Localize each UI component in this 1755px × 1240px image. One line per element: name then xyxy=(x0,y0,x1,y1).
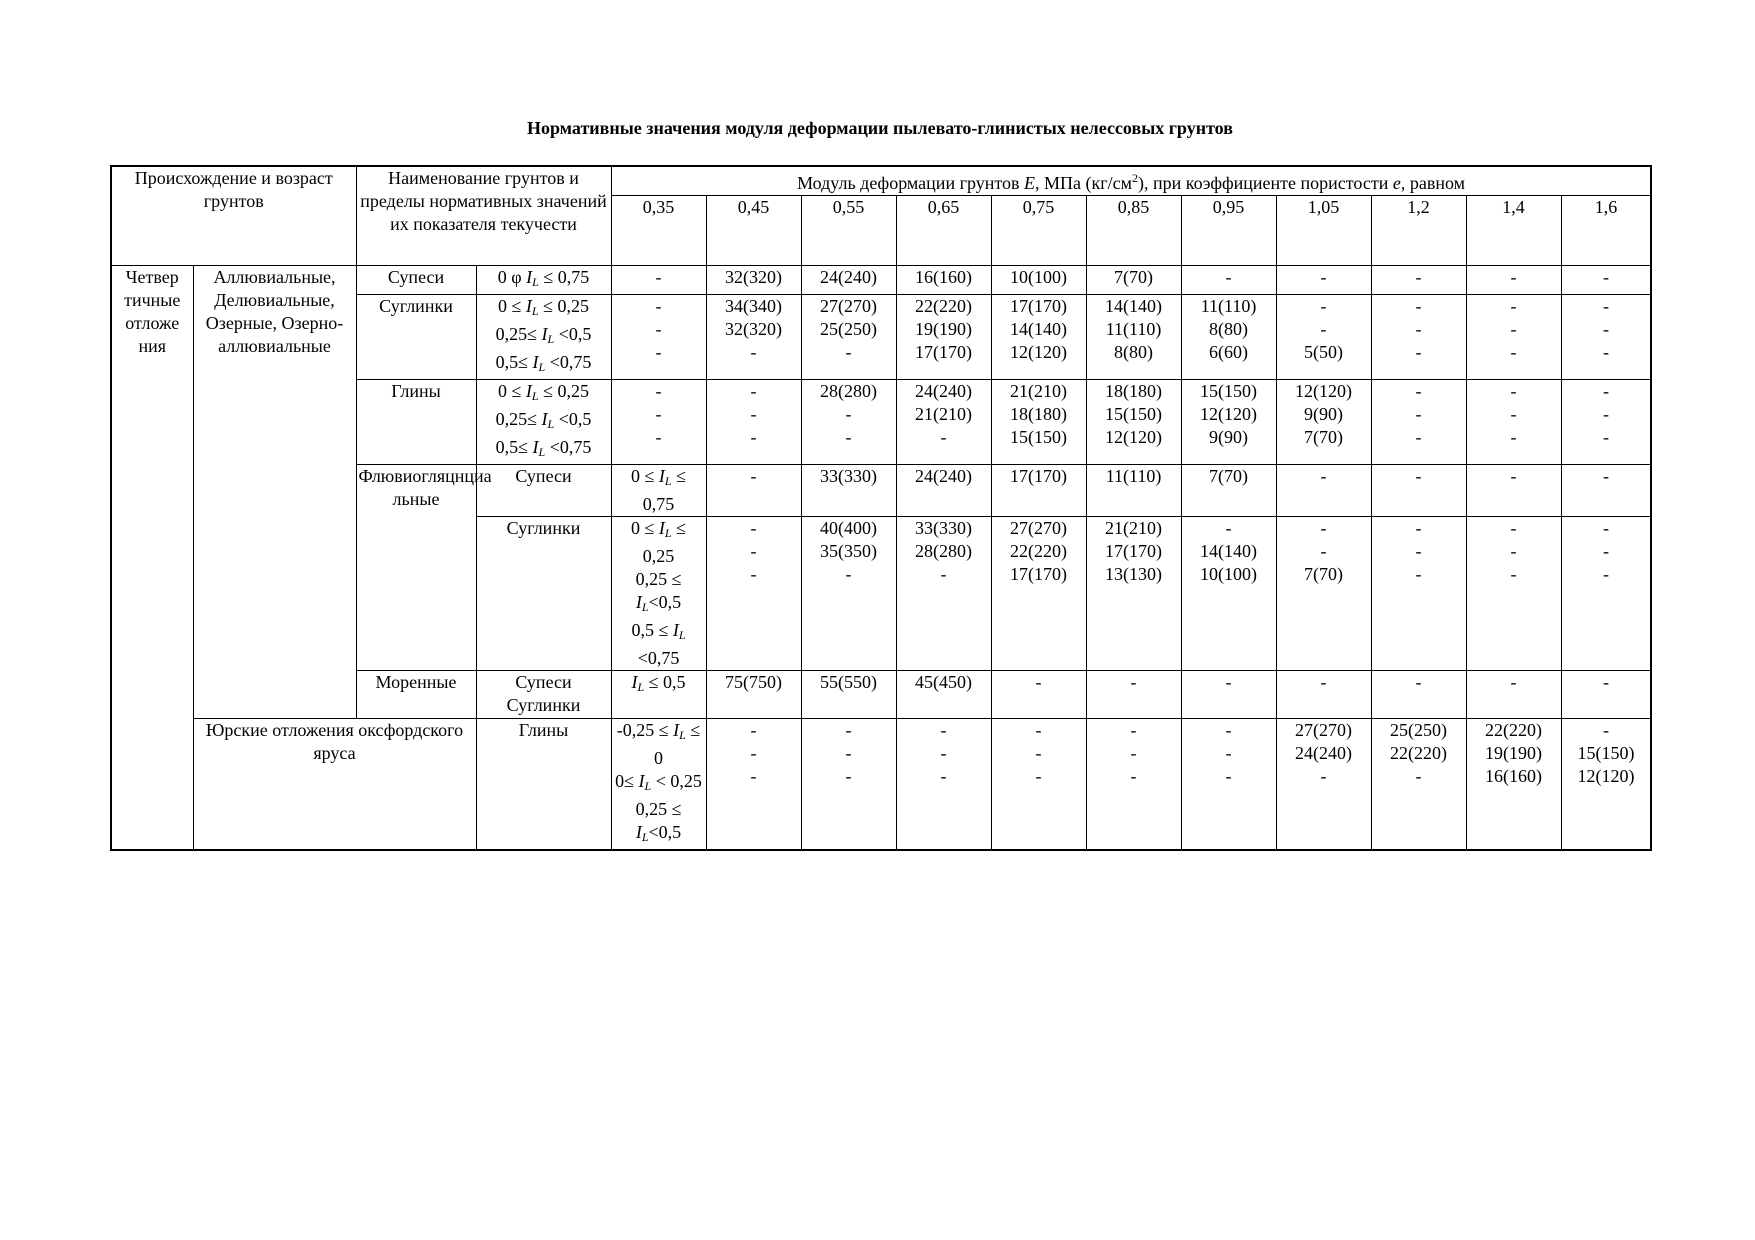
value-line: - xyxy=(1415,381,1422,401)
modulus-value xyxy=(1086,266,1181,295)
modulus-value xyxy=(801,465,896,517)
modulus-value xyxy=(991,719,1086,851)
value-line: 27(270) xyxy=(1295,720,1353,740)
modulus-value xyxy=(1181,719,1276,851)
modulus-value xyxy=(896,719,991,851)
value-line: - xyxy=(1320,541,1327,561)
value-line: - xyxy=(1130,743,1137,763)
modulus-value xyxy=(1561,295,1651,380)
value-line: - xyxy=(940,720,947,740)
modulus-suffix: , равном xyxy=(1400,173,1466,193)
value-line: - xyxy=(1603,296,1610,316)
condition-line: $0,5 \le I_L <0,75$ xyxy=(631,620,686,668)
modulus-prefix: Модуль деформации грунтов xyxy=(797,173,1024,193)
value-line: - xyxy=(1225,720,1232,740)
value-line: 25(250) xyxy=(1390,720,1448,740)
value-line: - xyxy=(845,720,852,740)
value-line: 16(160) xyxy=(1485,766,1543,786)
modulus-value xyxy=(991,380,1086,465)
modulus-value xyxy=(1561,266,1651,295)
value-line: - xyxy=(1320,267,1327,287)
value-line: 7(70) xyxy=(1304,564,1344,584)
value-line: - xyxy=(1320,672,1327,692)
value-line: - xyxy=(1130,672,1137,692)
modulus-value xyxy=(896,266,991,295)
value-line: 19(190) xyxy=(915,319,973,339)
value-line: - xyxy=(750,404,757,424)
value-line: 34(340) xyxy=(725,296,783,316)
modulus-value xyxy=(1561,465,1651,517)
value-line: 5(50) xyxy=(1304,342,1344,362)
value-line: 17(170) xyxy=(1010,296,1068,316)
modulus-value xyxy=(1086,719,1181,851)
value-line: 27(270) xyxy=(1010,518,1068,538)
header-origin: Происхождение и возраст грунтов xyxy=(111,166,356,266)
value-line: 11(110) xyxy=(1105,319,1162,339)
group-alluvial: Аллювиальные, Делювиальные, Озерные, Озерно-аллювиальные xyxy=(193,266,356,719)
value-line: 17(170) xyxy=(915,342,973,362)
modulus-value xyxy=(991,266,1086,295)
condition-line: $0\le I_L < 0,25$ xyxy=(615,771,702,793)
value-line: 33(330) xyxy=(820,466,878,486)
modulus-sup: 2 xyxy=(1131,171,1138,185)
value-line: - xyxy=(1510,564,1517,584)
value-line: 10(100) xyxy=(1200,564,1258,584)
value-line: 40(400) xyxy=(820,518,878,538)
modulus-value xyxy=(1086,465,1181,517)
value-line: - xyxy=(1415,518,1422,538)
porosity-header: 0,75 xyxy=(991,196,1086,266)
porosity-header: 1,6 xyxy=(1561,196,1651,266)
value-line: 17(170) xyxy=(1105,541,1163,561)
modulus-value xyxy=(991,295,1086,380)
value-line: - xyxy=(1320,466,1327,486)
value-line: - xyxy=(1510,541,1517,561)
liquidity-condition xyxy=(611,719,706,851)
value-line: - xyxy=(1320,319,1327,339)
value-line: - xyxy=(1510,342,1517,362)
value-line: - xyxy=(1603,541,1610,561)
value-line: 12(120) xyxy=(1105,427,1163,447)
value-line: - xyxy=(940,766,947,786)
modulus-value xyxy=(1181,465,1276,517)
modulus-value xyxy=(896,465,991,517)
modulus-value xyxy=(1466,671,1561,719)
value-line: 75(750) xyxy=(725,672,783,692)
value-line: - xyxy=(1415,427,1422,447)
value-line: 12(120) xyxy=(1010,342,1068,362)
porosity-header: 0,95 xyxy=(1181,196,1276,266)
value-line: - xyxy=(1130,766,1137,786)
value-line: 17(170) xyxy=(1010,466,1068,486)
value-line: - xyxy=(1510,466,1517,486)
modulus-units: , МПа (кг/см xyxy=(1034,173,1132,193)
value-line: 12(120) xyxy=(1200,404,1258,424)
value-line: - xyxy=(1415,672,1422,692)
value-line: - xyxy=(750,342,757,362)
value-line: 9(90) xyxy=(1209,427,1249,447)
soil-supesi: Супеси xyxy=(476,465,611,517)
value-line: - xyxy=(1510,267,1517,287)
value-line: - xyxy=(655,381,662,401)
value-line: - xyxy=(1510,296,1517,316)
modulus-value xyxy=(1181,671,1276,719)
modulus-value xyxy=(1276,266,1371,295)
value-line: 7(70) xyxy=(1304,427,1344,447)
condition-line: $I_L \le 0,5$ xyxy=(631,672,686,694)
modulus-value xyxy=(1371,719,1466,851)
value-line: 28(280) xyxy=(820,381,878,401)
group-jurassic: Юрские отложения оксфордского яруса xyxy=(193,719,476,851)
value-line: 14(140) xyxy=(1010,319,1068,339)
value-line: - xyxy=(750,720,757,740)
porosity-header: 0,55 xyxy=(801,196,896,266)
value-line: - xyxy=(1603,720,1610,740)
value-line: - xyxy=(1130,720,1137,740)
value-line: - xyxy=(655,319,662,339)
modulus-value xyxy=(706,719,801,851)
value-line: 21(210) xyxy=(1010,381,1068,401)
modulus-value xyxy=(1181,266,1276,295)
modulus-value xyxy=(706,671,801,719)
porosity-header: 1,4 xyxy=(1466,196,1561,266)
modulus-value xyxy=(1561,517,1651,671)
value-line: 18(180) xyxy=(1105,381,1163,401)
value-line: - xyxy=(1603,466,1610,486)
modulus-value xyxy=(1371,295,1466,380)
modulus-symbol: E xyxy=(1023,173,1035,193)
soil-gliny: Глины xyxy=(356,380,476,465)
modulus-value xyxy=(706,266,801,295)
value-line: - xyxy=(1415,766,1422,786)
value-line: 32(320) xyxy=(725,319,783,339)
value-line: - xyxy=(845,743,852,763)
value-line: - xyxy=(1415,564,1422,584)
value-line: - xyxy=(750,427,757,447)
group-fluvio: Флювиогляцнциа льные xyxy=(356,465,476,671)
value-line: - xyxy=(1225,518,1232,538)
value-line: 14(140) xyxy=(1105,296,1163,316)
value-line: - xyxy=(1510,404,1517,424)
modulus-value xyxy=(1086,671,1181,719)
value-line: - xyxy=(1415,267,1422,287)
value-line: - xyxy=(1225,267,1232,287)
liquidity-condition xyxy=(611,671,706,719)
value-line: - xyxy=(845,404,852,424)
value-line: - xyxy=(1320,766,1327,786)
soil-suglinki: Суглинки xyxy=(476,517,611,671)
modulus-value xyxy=(1086,517,1181,671)
modulus-value xyxy=(1181,380,1276,465)
condition-line: $0,5\le I_L <0,75$ xyxy=(495,352,592,374)
value-line: - xyxy=(750,381,757,401)
value-line: - xyxy=(1415,404,1422,424)
modulus-value xyxy=(1276,295,1371,380)
value-line: 15(150) xyxy=(1577,743,1635,763)
value-line: 7(70) xyxy=(1209,466,1249,486)
modulus-value xyxy=(1371,671,1466,719)
porosity-header: 1,2 xyxy=(1371,196,1466,266)
value-line: - xyxy=(750,466,757,486)
value-line: 35(350) xyxy=(820,541,878,561)
value-line: - xyxy=(655,267,662,287)
modulus-value xyxy=(896,380,991,465)
condition-line: 0 φ $I_L \le 0,75$ xyxy=(497,267,590,289)
porosity-header: 1,05 xyxy=(1276,196,1371,266)
modulus-value xyxy=(896,671,991,719)
value-line: 6(60) xyxy=(1209,342,1249,362)
modulus-value xyxy=(611,380,706,465)
condition-line: $0 \le I_L \le 0,75$ xyxy=(631,466,686,514)
condition-line: $0,25\le I_L <0,5$ xyxy=(495,324,592,346)
value-line: - xyxy=(655,342,662,362)
condition-line: $0,25 \le I_L<0,5$ xyxy=(635,569,682,614)
value-line: - xyxy=(1415,466,1422,486)
condition-line: $0,25 \le I_L<0,5$ xyxy=(635,799,682,844)
value-line: 15(150) xyxy=(1105,404,1163,424)
value-line: - xyxy=(1415,319,1422,339)
value-line: 22(220) xyxy=(1010,541,1068,561)
value-line: 21(210) xyxy=(915,404,973,424)
liquidity-condition xyxy=(611,517,706,671)
modulus-value xyxy=(1086,380,1181,465)
value-line: - xyxy=(1225,672,1232,692)
modulus-table xyxy=(110,165,1652,851)
modulus-value xyxy=(801,295,896,380)
modulus-value xyxy=(1466,719,1561,851)
value-line: - xyxy=(845,342,852,362)
liquidity-condition xyxy=(476,295,611,380)
porosity-header: 0,45 xyxy=(706,196,801,266)
value-line: 18(180) xyxy=(1010,404,1068,424)
modulus-value xyxy=(1086,295,1181,380)
value-line: 22(220) xyxy=(915,296,973,316)
value-line: - xyxy=(1603,427,1610,447)
porosity-header: 0,85 xyxy=(1086,196,1181,266)
value-line: 21(210) xyxy=(1105,518,1163,538)
value-line: - xyxy=(940,427,947,447)
value-line: 32(320) xyxy=(725,267,783,287)
modulus-value xyxy=(1181,517,1276,671)
condition-line: $0,5\le I_L <0,75$ xyxy=(495,437,592,459)
page-title: Нормативные значения модуля деформации пылевато-глинистых нелессовых грунтов xyxy=(527,118,1233,138)
soil-gliny: Глины xyxy=(476,719,611,851)
modulus-value xyxy=(1371,517,1466,671)
modulus-value xyxy=(896,517,991,671)
value-line: - xyxy=(1510,381,1517,401)
modulus-value xyxy=(1466,295,1561,380)
value-line: 15(150) xyxy=(1200,381,1258,401)
modulus-value xyxy=(1466,465,1561,517)
value-line: 8(80) xyxy=(1114,342,1154,362)
modulus-value xyxy=(1561,380,1651,465)
value-line: - xyxy=(940,564,947,584)
modulus-value xyxy=(1276,719,1371,851)
modulus-value xyxy=(1181,295,1276,380)
value-line: 22(220) xyxy=(1485,720,1543,740)
modulus-value xyxy=(991,671,1086,719)
value-line: - xyxy=(940,743,947,763)
modulus-value xyxy=(896,295,991,380)
modulus-value xyxy=(611,295,706,380)
value-line: - xyxy=(1510,672,1517,692)
value-line: 11(110) xyxy=(1105,466,1162,486)
value-line: - xyxy=(1415,296,1422,316)
value-line: 12(120) xyxy=(1577,766,1635,786)
modulus-value xyxy=(611,266,706,295)
modulus-value xyxy=(1466,380,1561,465)
porosity-symbol: e xyxy=(1392,173,1401,193)
modulus-value xyxy=(1371,380,1466,465)
value-line: - xyxy=(1225,743,1232,763)
value-line: 11(110) xyxy=(1200,296,1257,316)
modulus-value xyxy=(991,465,1086,517)
soil-suglinki: Суглинки xyxy=(356,295,476,380)
value-line: 24(240) xyxy=(820,267,878,287)
value-line: 55(550) xyxy=(820,672,878,692)
value-line: 10(100) xyxy=(1010,267,1068,287)
condition-line: $0 \le I_L \le 0,25$ xyxy=(631,518,686,566)
modulus-value xyxy=(1276,465,1371,517)
modulus-value xyxy=(1276,380,1371,465)
value-line: 8(80) xyxy=(1209,319,1249,339)
soil-supesi-suglinki: Супеси Суглинки xyxy=(476,671,611,719)
value-line: - xyxy=(1415,342,1422,362)
value-line: 16(160) xyxy=(915,267,973,287)
liquidity-condition xyxy=(476,380,611,465)
value-line: 24(240) xyxy=(915,466,973,486)
condition-line: $-0,25 \le I_L \le 0$ xyxy=(616,720,701,768)
value-line: - xyxy=(1035,720,1042,740)
value-line: - xyxy=(655,296,662,316)
modulus-value xyxy=(1276,517,1371,671)
value-line: 22(220) xyxy=(1390,743,1448,763)
value-line: 33(330) xyxy=(915,518,973,538)
value-line: - xyxy=(1603,564,1610,584)
value-line: 19(190) xyxy=(1485,743,1543,763)
condition-line: $0 \le I_L \le 0,25$ xyxy=(498,296,589,318)
header-modulus xyxy=(611,166,1651,196)
porosity-header: 0,35 xyxy=(611,196,706,266)
value-line: - xyxy=(750,518,757,538)
porosity-header: 0,65 xyxy=(896,196,991,266)
value-line: - xyxy=(1603,518,1610,538)
value-line: 17(170) xyxy=(1010,564,1068,584)
value-line: - xyxy=(845,427,852,447)
modulus-value xyxy=(1561,671,1651,719)
condition-line: $0 \le I_L \le 0,25$ xyxy=(498,381,589,403)
value-line: - xyxy=(750,541,757,561)
value-line: - xyxy=(750,564,757,584)
value-line: - xyxy=(750,766,757,786)
value-line: 7(70) xyxy=(1114,267,1154,287)
value-line: - xyxy=(655,427,662,447)
group-quaternary: Четвер тичные отложе ния xyxy=(111,266,193,851)
group-moraine: Моренные xyxy=(356,671,476,719)
value-line: - xyxy=(1035,766,1042,786)
value-line: - xyxy=(1510,427,1517,447)
header-soil-name: Наименование грунтов и пределы нормативных значений их показателя текучести xyxy=(356,166,611,266)
liquidity-condition xyxy=(476,266,611,295)
value-line: 28(280) xyxy=(915,541,973,561)
modulus-value xyxy=(1466,517,1561,671)
modulus-value xyxy=(1276,671,1371,719)
value-line: - xyxy=(1415,541,1422,561)
modulus-value xyxy=(1466,266,1561,295)
value-line: 9(90) xyxy=(1304,404,1344,424)
value-line: - xyxy=(1603,672,1610,692)
value-line: - xyxy=(845,766,852,786)
value-line: 24(240) xyxy=(915,381,973,401)
modulus-value xyxy=(1371,465,1466,517)
value-line: 24(240) xyxy=(1295,743,1353,763)
condition-line: $0,25\le I_L <0,5$ xyxy=(495,409,592,431)
value-line: 14(140) xyxy=(1200,541,1258,561)
modulus-value xyxy=(706,517,801,671)
value-line: - xyxy=(1603,404,1610,424)
modulus-value xyxy=(706,295,801,380)
modulus-value xyxy=(706,380,801,465)
value-line: 12(120) xyxy=(1295,381,1353,401)
value-line: - xyxy=(750,743,757,763)
value-line: - xyxy=(1225,766,1232,786)
value-line: - xyxy=(1603,267,1610,287)
modulus-value xyxy=(801,719,896,851)
value-line: - xyxy=(1320,296,1327,316)
value-line: 45(450) xyxy=(915,672,973,692)
modulus-value xyxy=(706,465,801,517)
modulus-value xyxy=(991,517,1086,671)
value-line: - xyxy=(655,404,662,424)
modulus-value xyxy=(1561,719,1651,851)
modulus-value xyxy=(801,671,896,719)
value-line: - xyxy=(1510,319,1517,339)
modulus-value xyxy=(801,380,896,465)
value-line: 25(250) xyxy=(820,319,878,339)
value-line: - xyxy=(1320,518,1327,538)
value-line: - xyxy=(1603,342,1610,362)
value-line: - xyxy=(1035,672,1042,692)
value-line: - xyxy=(1603,381,1610,401)
modulus-value xyxy=(1371,266,1466,295)
value-line: 15(150) xyxy=(1010,427,1068,447)
value-line: - xyxy=(1603,319,1610,339)
modulus-value xyxy=(801,517,896,671)
liquidity-condition xyxy=(611,465,706,517)
value-line: 27(270) xyxy=(820,296,878,316)
value-line: - xyxy=(845,564,852,584)
modulus-mid: ), при коэффициенте пористости xyxy=(1137,173,1393,193)
modulus-value xyxy=(801,266,896,295)
value-line: 13(130) xyxy=(1105,564,1163,584)
value-line: - xyxy=(1510,518,1517,538)
soil-supesi: Супеси xyxy=(356,266,476,295)
value-line: - xyxy=(1035,743,1042,763)
